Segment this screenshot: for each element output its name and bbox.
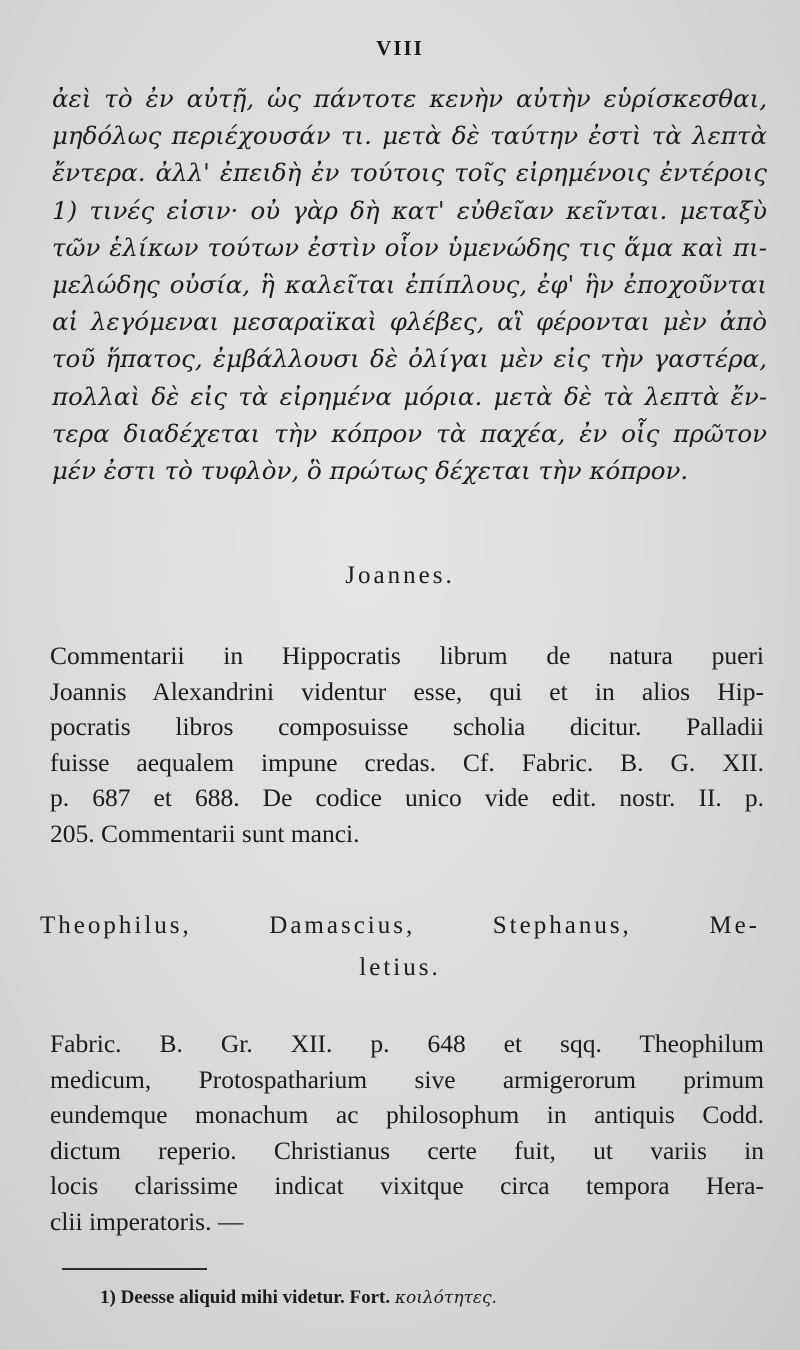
paragraph-line: dictum reperio. Christianus certe fuit, ut variis in xyxy=(50,1135,764,1165)
paragraph-line: medicum, Protospatharium sive armigerorum primum xyxy=(50,1064,764,1094)
greek-line: ἔντερα. ἀλλ' ἐπειδὴ ἐν τούτοις τοῖς εἰρημένοις ἐντέροις xyxy=(52,158,767,188)
greek-line: πολλαὶ δὲ εἰς τὰ εἰρημένα μόρια. μετὰ δὲ τὰ λεπτὰ ἔν- xyxy=(52,381,767,411)
footnote xyxy=(100,1287,740,1309)
paragraph-line: Fabric. B. Gr. XII. p. 648 et sqq. Theophilum xyxy=(50,1029,764,1058)
paragraph-line: Commentarii in Hippocratis librum de natura pueri xyxy=(50,641,764,670)
greek-line: μελώδης οὐσία, ἣ καλεῖται ἐπίπλους, ἐφ' ἣν ἐποχοῦνται xyxy=(52,270,767,300)
paragraph-line: clii imperatoris. — xyxy=(50,1206,244,1236)
greek-line: μέν ἐστι τὸ τυφλὸν, ὃ πρώτως δέχεται τὴν κόπρον. xyxy=(52,456,689,486)
footnote-text: Deesse aliquid mihi videtur. Fort. xyxy=(120,1287,391,1308)
paragraph-line: fuisse aequalem impune credas. Cf. Fabric. B. G. XII. xyxy=(50,747,764,777)
joannes-paragraph xyxy=(50,638,764,851)
greek-line: τερα διαδέχεται τὴν κόπρον τὰ παχέα, ἐν οἷς πρῶτον xyxy=(52,418,767,448)
footnote-marker: 1) xyxy=(100,1287,116,1308)
paragraph-line: 205. Commentarii sunt manci. xyxy=(50,818,360,848)
greek-line: ἀεὶ τὸ ἐν αὐτῇ, ὡς πάντοτε κενὴν αὐτὴν εὑρίσκεσθαι, xyxy=(52,84,767,113)
theophilus-paragraph xyxy=(50,1026,764,1239)
greek-line: 1) τινές εἰσιν· οὐ γὰρ δὴ κατ' εὐθεῖαν κεῖνται. μεταξὺ xyxy=(52,195,767,225)
greek-text-block xyxy=(52,80,767,489)
section-heading-theophilus-continued: letius. xyxy=(359,954,441,981)
page-number: VIII xyxy=(376,36,424,60)
greek-line: τῶν ἑλίκων τούτων ἐστὶν οἷον ὑμενώδης τις ἅμα καὶ πι- xyxy=(52,232,767,262)
paragraph-line: pocratis libros composuisse scholia dicitur. Palladii xyxy=(50,712,764,741)
section-heading-joannes: Joannes. xyxy=(345,562,455,589)
greek-line: τοῦ ἥπατος, ἐμβάλλουσι δὲ ὀλίγαι μὲν εἰς τὴν γαστέρα, xyxy=(52,344,767,374)
paragraph-line: eundemque monachum ac philosophum in antiquis Codd. xyxy=(50,1100,764,1129)
paragraph-line: p. 687 et 688. De codice unico vide edit. nostr. II. p. xyxy=(50,783,764,812)
footnote-greek-word: κοιλότητες. xyxy=(394,1288,497,1308)
greek-line: αἱ λεγόμεναι μεσαραϊκαὶ φλέβες, αἳ φέρονται μὲν ἀπὸ xyxy=(52,307,767,337)
paragraph-line: Joannis Alexandrini videntur esse, qui et in alios Hip- xyxy=(50,676,764,706)
greek-line: μηδόλως περιέχουσάν τι. μετὰ δὲ ταύτην ἐστὶ τὰ λεπτὰ xyxy=(52,121,767,151)
footnote-divider xyxy=(62,1268,207,1270)
paragraph-line: locis clarissime indicat vixitque circa tempora Hera- xyxy=(50,1171,764,1200)
section-heading-theophilus: Theophilus, Damascius, Stephanus, Me- xyxy=(40,912,760,939)
